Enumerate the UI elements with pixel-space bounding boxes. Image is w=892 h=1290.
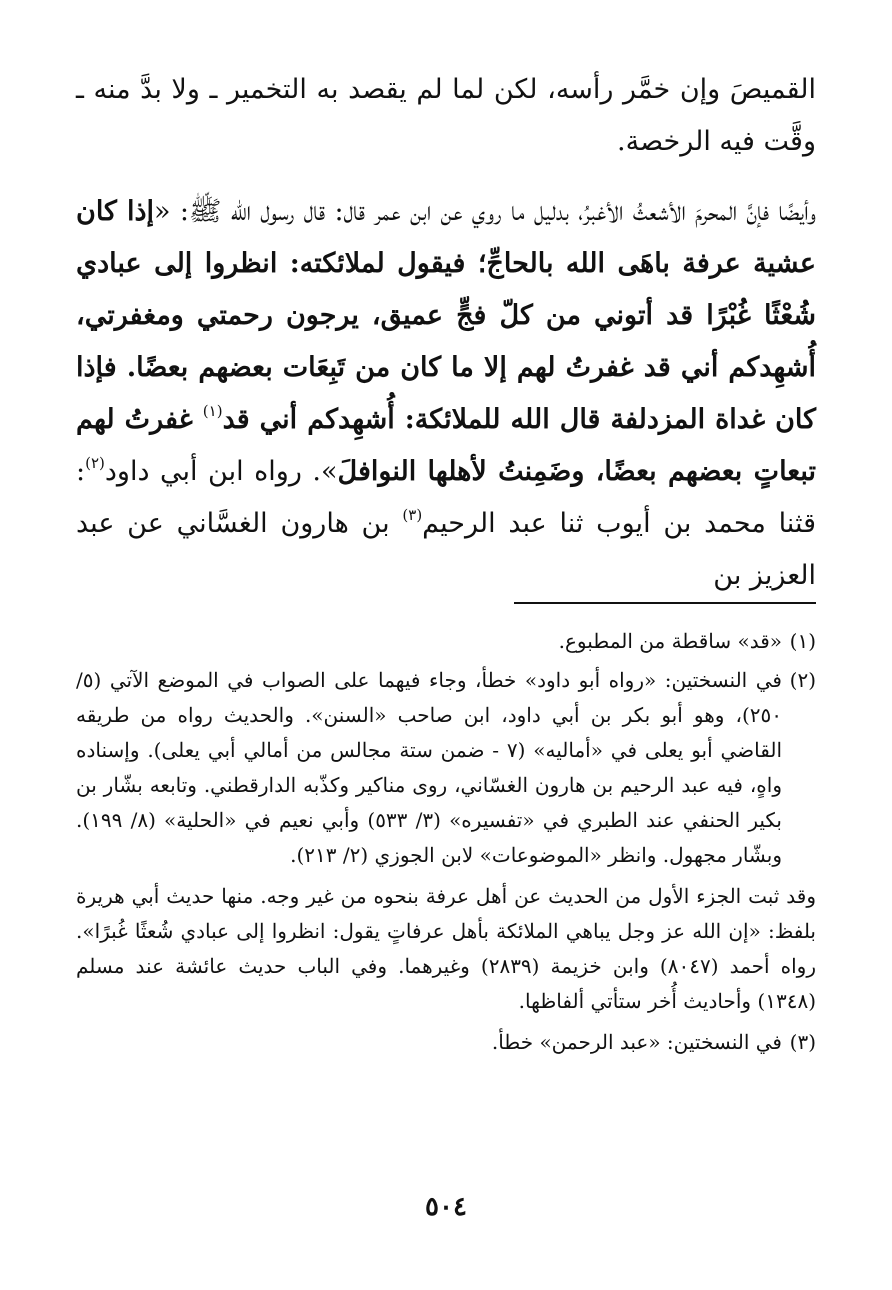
footnote-2-marker[interactable]: (٢) xyxy=(85,454,105,472)
page xyxy=(76,64,816,1244)
footnote-3-number: (٣) xyxy=(789,1030,816,1054)
paragraph-2-lead: وأيضًا فإنَّ المحرمَ الأشعثُ الأغبرُ، بدليل ما روي عن ابن عمر قال: قال رسول الله ﷺ: « xyxy=(154,196,816,227)
footnote-1 xyxy=(76,624,816,659)
footnote-2-number: (٢) xyxy=(789,668,816,692)
paragraph-1: القميصَ وإن خمَّر رأسه، لكن لما لم يقصد به التخمير ـ ولا بدَّ منه ـ وقَّت فيه الرخصة. xyxy=(76,74,816,157)
footnote-2-text: في النسختين: «رواه أبو داود» خطأ، وجاء فيهما على الصواب في الموضع الآتي (٥/ ٢٥٠)، وهو أبو بكر بن أبي داود، ابن صاحب «السنن». والحديث رواه من طريقه القاضي أبو يعلى في «أماليه» (٧ - ضمن ستة مجالس من أمالي أبي يعلى). وإسناده واهٍ، فيه عبد الرحيم بن هارون الغسّاني، روى مناكير وكذّبه الدارقطني. وتابعه بشّار بن بكير الحنفي عند الطبري في «تفسيره» (٣/ ٥٣٣) وأبي نعيم في «الحلية» (٨/ ١٩٩). وبشّار مجهول. وانظر «الموضوعات» لابن الجوزي (٢/ ٢١٣). xyxy=(76,668,783,867)
main-text xyxy=(76,64,816,602)
footnote-3-text: في النسختين: «عبد الرحمن» خطأ. xyxy=(491,1030,782,1054)
footnote-divider xyxy=(514,602,816,604)
footnote-3 xyxy=(76,1025,816,1060)
page-number: ٥٠٤ xyxy=(425,1192,467,1222)
footnote-3-marker[interactable]: (٣) xyxy=(402,506,423,524)
footnote-1-text: «قد» ساقطة من المطبوع. xyxy=(558,629,782,653)
footnote-2-continuation: وقد ثبت الجزء الأول من الحديث عن أهل عرفة بنحوه من غير وجه. منها حديث أبي هريرة بلفظ: «إن الله عز وجل يباهي الملائكة بأهل عرفاتٍ يقول: انظروا إلى عبادي شُعثًا غُبرًا». رواه أحمد (٨٠٤٧) وابن خزيمة (٢٨٣٩) وغيرهما. وفي الباب حديث عائشة عند مسلم (١٣٤٨) وأحاديث أُخر ستأتي ألفاظها. xyxy=(76,884,816,1013)
hadith-text-part-1: إذا كان عشية عرفة باهَى الله بالحاجِّ؛ فيقول لملائكته: انظروا إلى عبادي شُعْثًا غُبْرًا قد أتوني من كلّ فجٍّ عميق، يرجون رحمتي ومغفرتي، أُشهِدكم أني قد غفرتُ لهم إلا ما كان من تَبِعَات بعضهم بعضًا. فإذا كان غداة المزدلفة قال الله للملائكة: أُشهِدكم أني قد xyxy=(76,196,816,435)
isnad-part-2: بن هارون الغسَّاني عن عبد العزيز بن xyxy=(76,508,816,591)
paragraph-2-source: ». رواه ابن أبي داود xyxy=(104,456,338,487)
footnote-1-marker[interactable]: (١) xyxy=(202,402,223,420)
paragraph-2 xyxy=(76,186,816,602)
footnote-1-number: (١) xyxy=(789,629,816,653)
footnotes xyxy=(76,624,816,1064)
footnote-2 xyxy=(76,663,816,873)
hadith-text-part-2: غفرتُ لهم تبعاتٍ بعضهم بعضًا، وضَمِنتُ لأهلها النوافلَ xyxy=(76,404,816,487)
isnad-part-1: : قثنا محمد بن أيوب ثنا عبد الرحيم xyxy=(76,456,816,539)
